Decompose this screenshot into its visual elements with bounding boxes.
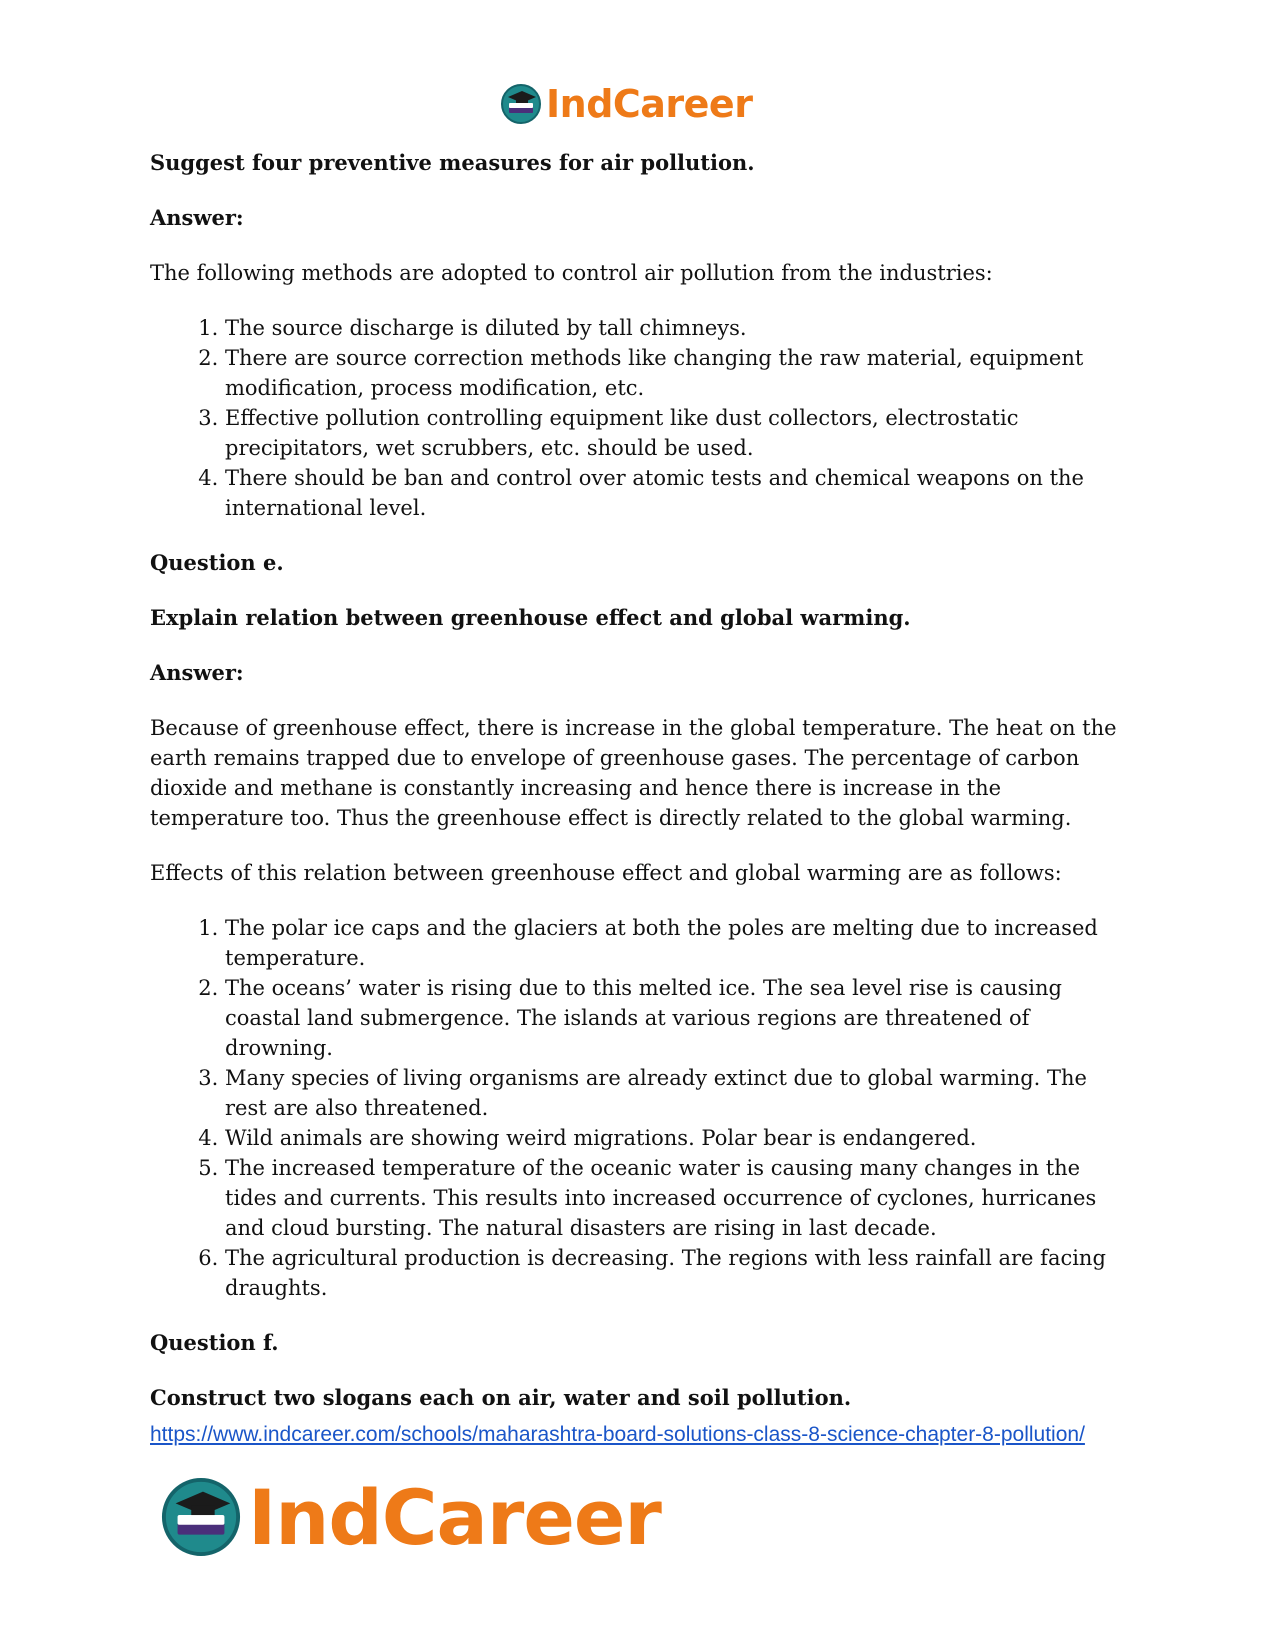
question-d-list — [150, 313, 1135, 523]
question-e-answer-label: Answer: — [150, 660, 244, 685]
question-e-effects-intro: Effects of this relation between greenhouse effect and global warming are as follows: — [150, 861, 1062, 885]
list-item: 1. The polar ice caps and the glaciers at both the poles are melting due to increased temperature. — [225, 913, 1135, 973]
source-link[interactable]: https://www.indcareer.com/schools/maharashtra-board-solutions-class-8-science-chapter-8-pollution/ — [150, 1423, 1085, 1446]
list-item: 1. The source discharge is diluted by tall chimneys. — [225, 313, 1135, 343]
question-f-label: Question f. — [150, 1330, 279, 1355]
question-f-text: Construct two slogans each on air, water and soil pollution. — [150, 1385, 852, 1410]
footer-logo — [160, 1472, 661, 1562]
document-content — [150, 148, 1135, 1453]
graduation-book-icon — [500, 83, 542, 125]
list-item: 6. The agricultural production is decreasing. The regions with less rainfall are facing draughts. — [225, 1243, 1135, 1303]
question-e-text: Explain relation between greenhouse effect and global warming. — [150, 605, 911, 630]
question-d-text: Suggest four preventive measures for air pollution. — [150, 150, 755, 175]
list-item: 2. The oceans’ water is rising due to this melted ice. The sea level rise is causing coastal land submergence. The islands at various regions are threatened of drowning. — [225, 973, 1135, 1063]
list-item: 2. There are source correction methods like changing the raw material, equipment modification, process modification, etc. — [225, 343, 1135, 403]
header-logo-text: IndCareer — [546, 82, 753, 126]
question-d-answer-label: Answer: — [150, 205, 244, 230]
footer-logo-text: IndCareer — [248, 1472, 661, 1562]
question-e-paragraph: Because of greenhouse effect, there is increase in the global temperature. The heat on the earth remains trapped due to envelope of greenhouse gases. The percentage of carbon dioxide and methane is constantly increasing and hence there is increase in the temperature too. Thus the greenhouse effect is directly related to the global warming. — [150, 716, 1117, 830]
list-item: 4. Wild animals are showing weird migrations. Polar bear is endangered. — [225, 1123, 1135, 1153]
list-item: 3. Many species of living organisms are already extinct due to global warming. The rest are also threatened. — [225, 1063, 1135, 1123]
list-item: 3. Effective pollution controlling equipment like dust collectors, electrostatic precipitators, wet scrubbers, etc. should be used. — [225, 403, 1135, 463]
question-d-intro: The following methods are adopted to control air pollution from the industries: — [150, 261, 993, 285]
question-e-list — [150, 913, 1135, 1303]
list-item: 4. There should be ban and control over atomic tests and chemical weapons on the international level. — [225, 463, 1135, 523]
graduation-book-icon — [160, 1476, 242, 1558]
list-item: 5. The increased temperature of the oceanic water is causing many changes in the tides and currents. This results into increased occurrence of cyclones, hurricanes and cloud bursting. The natural disasters are rising in last decade. — [225, 1153, 1135, 1243]
header-logo — [500, 80, 752, 128]
question-e-label: Question e. — [150, 550, 284, 575]
